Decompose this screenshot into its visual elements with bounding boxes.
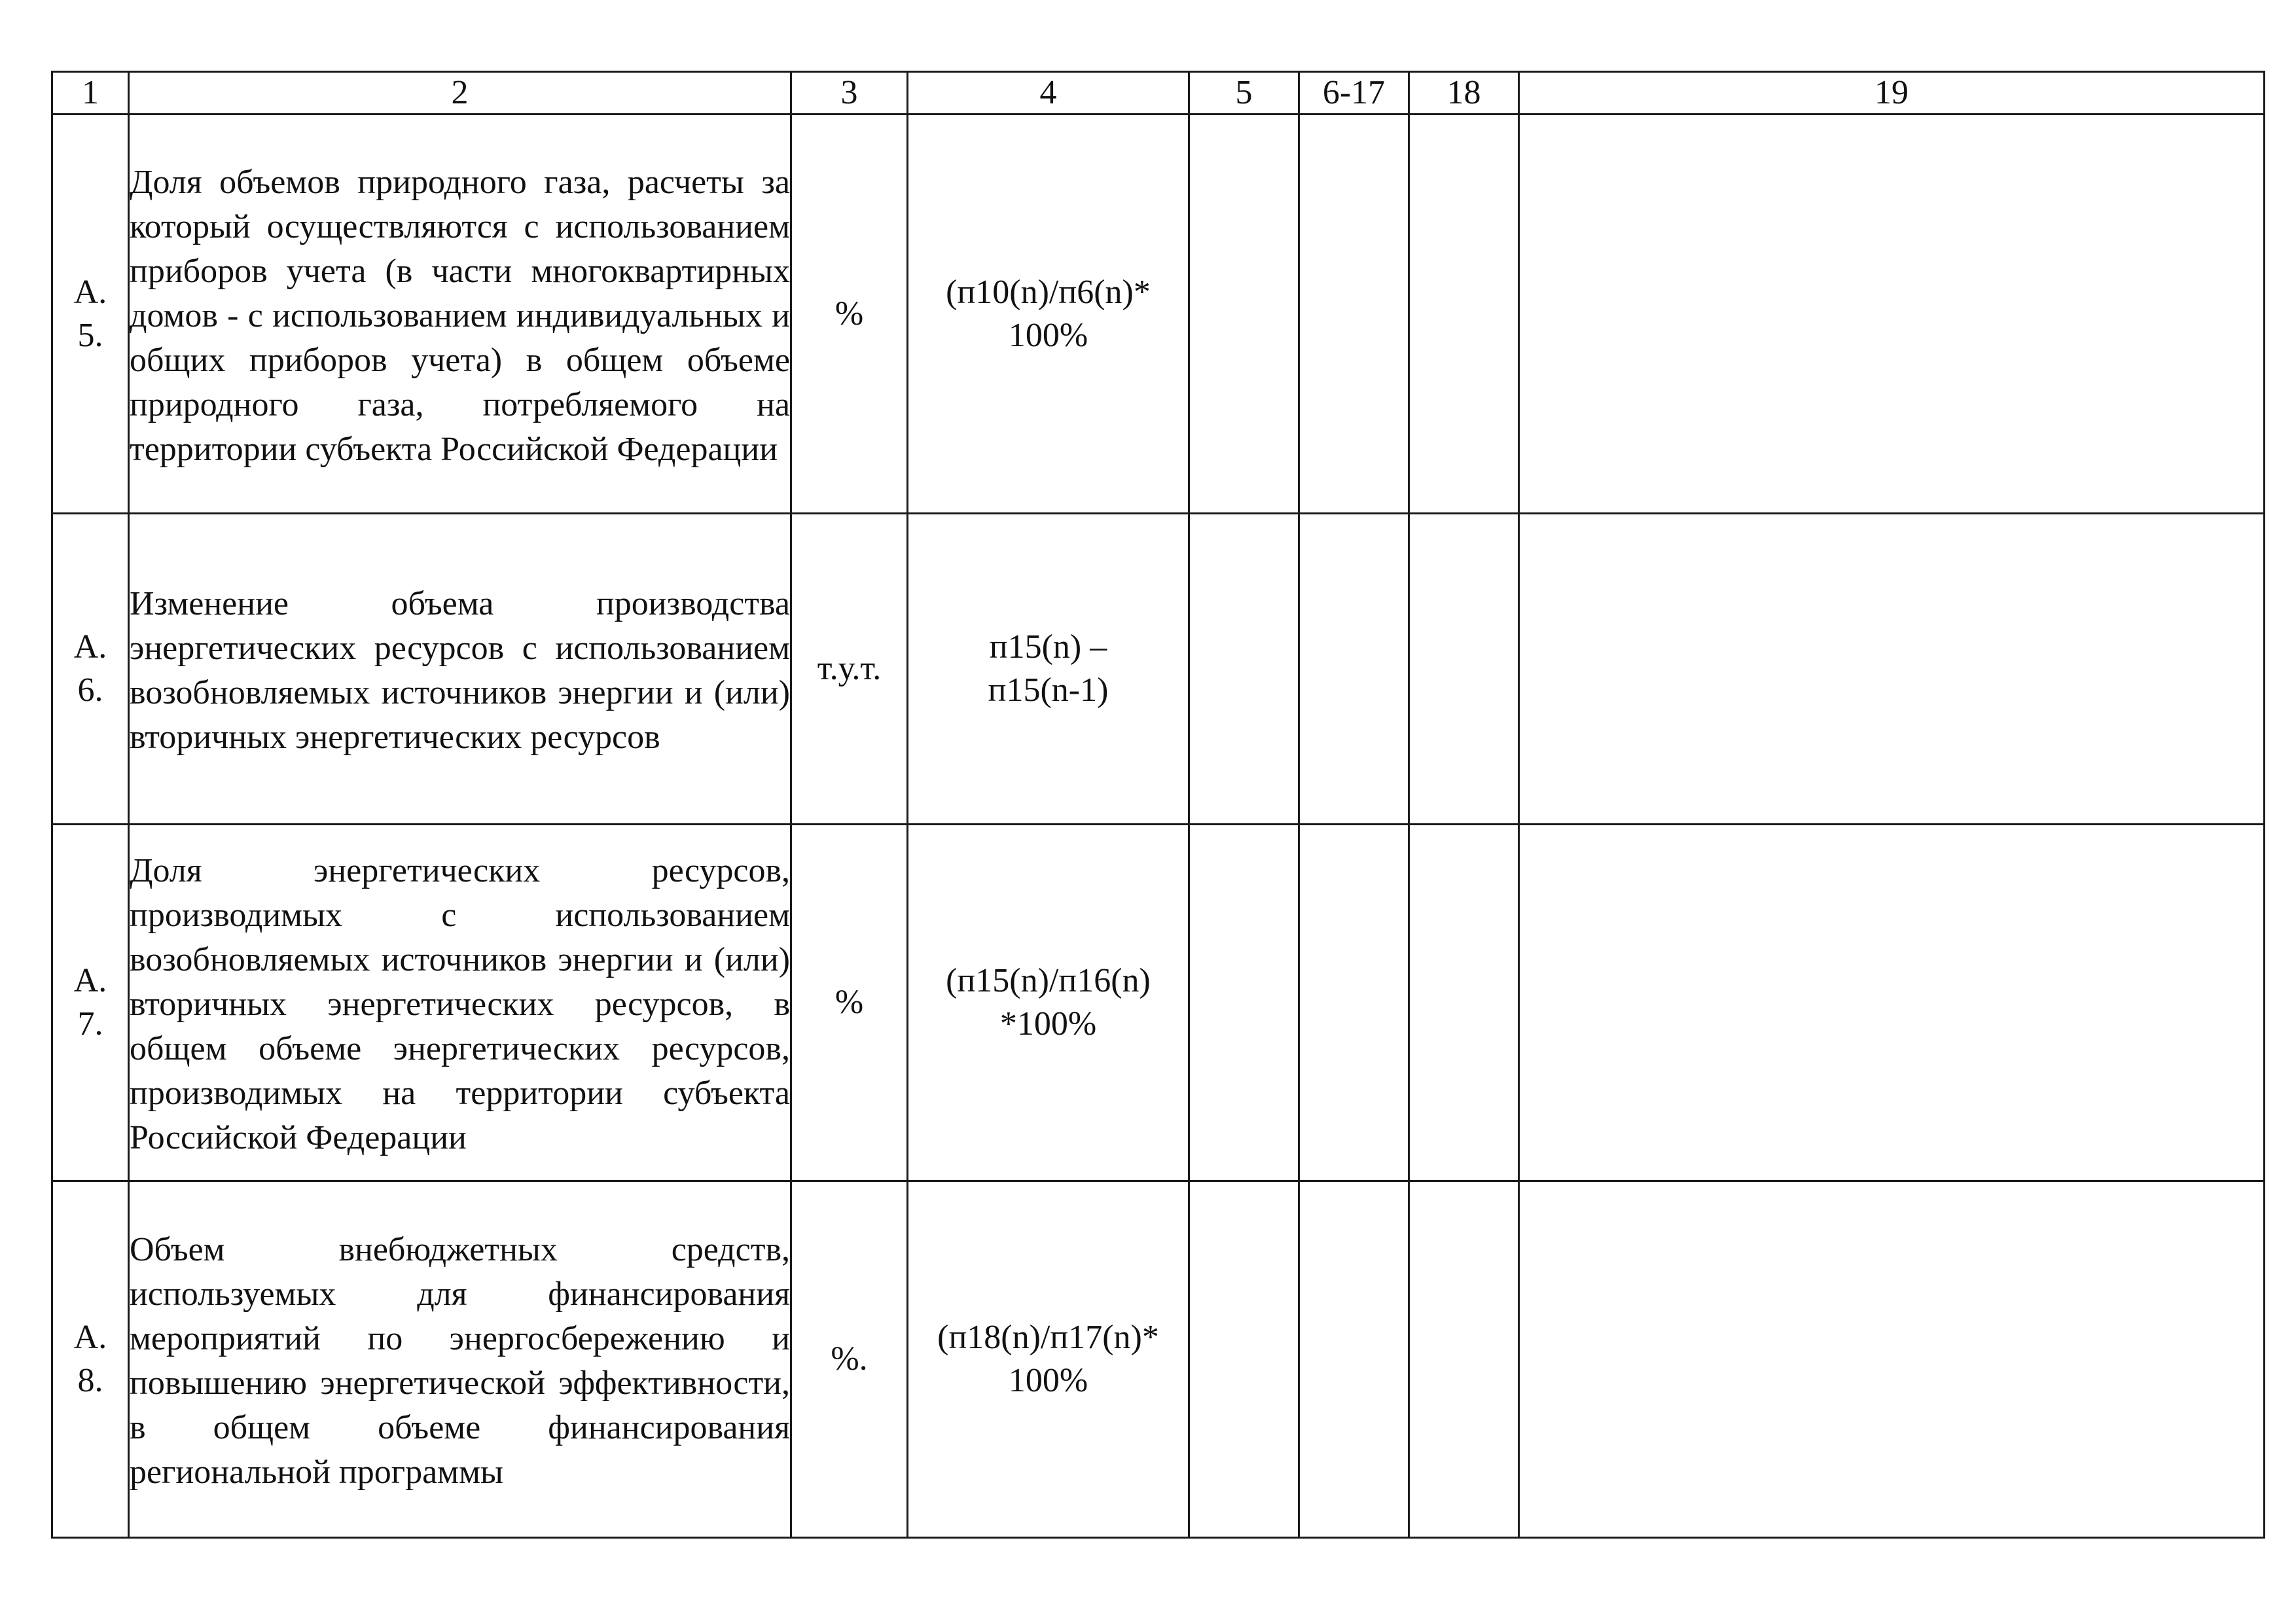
formula-line: п15(n) – — [989, 628, 1107, 666]
column-header: 5 — [1189, 72, 1299, 115]
unit-cell: % — [791, 115, 908, 514]
empty-cell — [1299, 514, 1409, 825]
row-number — [52, 1181, 129, 1538]
column-header: 6-17 — [1299, 72, 1409, 115]
row-number — [52, 825, 129, 1181]
empty-cell — [1409, 1181, 1519, 1538]
indicators-table — [51, 71, 2265, 1539]
formula-line: (п10(n)/п6(n)* — [946, 273, 1151, 311]
empty-cell — [1409, 115, 1519, 514]
formula-line: (п15(n)/п16(n) — [946, 962, 1151, 999]
row-number-line: А. — [73, 628, 107, 666]
empty-cell — [1189, 825, 1299, 1181]
formula-line: (п18(n)/п17(n)* — [937, 1319, 1159, 1356]
empty-cell — [1189, 115, 1299, 514]
empty-cell — [1519, 825, 2265, 1181]
formula-cell — [908, 825, 1189, 1181]
row-number-line: 5. — [77, 316, 103, 354]
empty-cell — [1299, 115, 1409, 514]
row-number-line: 6. — [77, 671, 103, 709]
column-header: 1 — [52, 72, 129, 115]
formula-line: 100% — [1008, 316, 1088, 354]
empty-cell — [1409, 825, 1519, 1181]
table-row — [52, 1181, 2265, 1538]
row-number — [52, 115, 129, 514]
indicator-name — [129, 825, 791, 1181]
row-number-line: 7. — [77, 1005, 103, 1043]
column-header: 4 — [908, 72, 1189, 115]
unit-cell: т.у.т. — [791, 514, 908, 825]
indicator-name-text: Изменение объема производства энергетических ресурсов с использованием возобновляемых источников энергии и (или) вторичных энергетических ресурсов — [130, 585, 790, 756]
indicator-name — [129, 1181, 791, 1538]
empty-cell — [1519, 514, 2265, 825]
empty-cell — [1409, 514, 1519, 825]
empty-cell — [1299, 825, 1409, 1181]
indicator-name — [129, 115, 791, 514]
empty-cell — [1189, 1181, 1299, 1538]
row-number-line: А. — [73, 962, 107, 999]
table-row — [52, 115, 2265, 514]
column-header: 18 — [1409, 72, 1519, 115]
table-row — [52, 825, 2265, 1181]
empty-cell — [1519, 115, 2265, 514]
column-header: 2 — [129, 72, 791, 115]
indicator-name-text: Объем внебюджетных средств, используемых для финансирования мероприятий по энергосбережению и повышению энергетической эффективности, в общем объеме финансирования региональной программы — [130, 1231, 790, 1491]
formula-cell — [908, 514, 1189, 825]
column-header: 3 — [791, 72, 908, 115]
indicator-name — [129, 514, 791, 825]
formula-cell — [908, 115, 1189, 514]
row-number-line: А. — [73, 1319, 107, 1356]
formula-line: п15(n-1) — [988, 671, 1109, 709]
row-number-line: 8. — [77, 1362, 103, 1399]
unit-cell: %. — [791, 1181, 908, 1538]
column-header: 19 — [1519, 72, 2265, 115]
formula-cell — [908, 1181, 1189, 1538]
row-number — [52, 514, 129, 825]
empty-cell — [1189, 514, 1299, 825]
indicator-name-text: Доля энергетических ресурсов, производимых с использованием возобновляемых источников энергии и (или) вторичных энергетических ресурсов, в общем объеме энергетических ресурсов, производимых на территории субъекта Российской Федерации — [130, 852, 790, 1156]
unit-cell: % — [791, 825, 908, 1181]
empty-cell — [1299, 1181, 1409, 1538]
formula-line: 100% — [1008, 1362, 1088, 1399]
empty-cell — [1519, 1181, 2265, 1538]
formula-line: *100% — [999, 1005, 1097, 1043]
header-row — [52, 72, 2265, 115]
indicator-name-text: Доля объемов природного газа, расчеты за который осуществляются с использованием приборов учета (в части многоквартирных домов - с использованием индивидуальных и общих приборов учета) в общем объеме природного газа, потребляемого на территории субъекта Российской Федерации — [130, 163, 790, 468]
table-row — [52, 514, 2265, 825]
row-number-line: А. — [73, 273, 107, 311]
